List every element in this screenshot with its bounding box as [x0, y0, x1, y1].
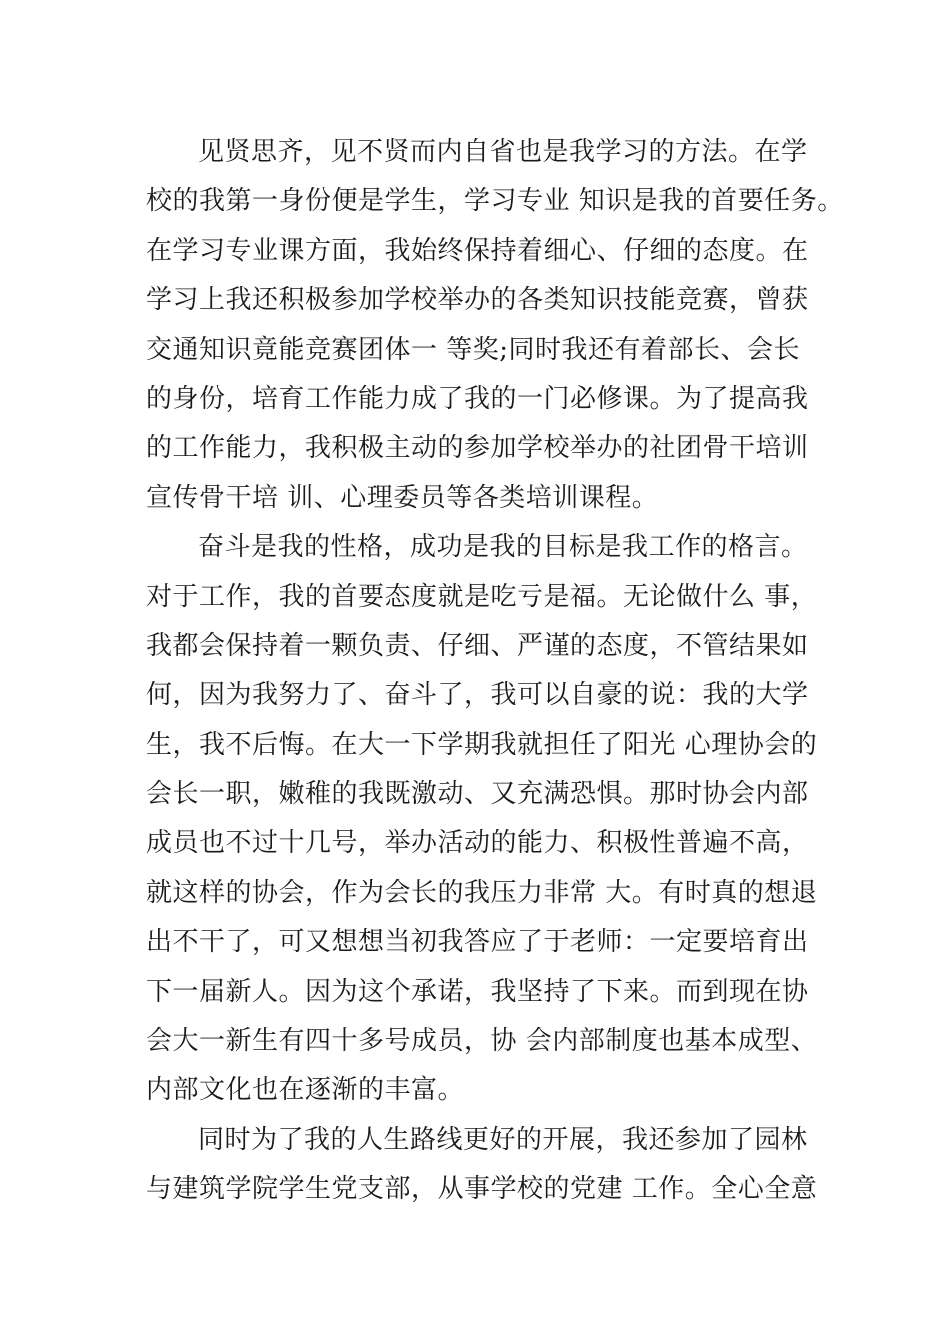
document-body: [146, 128, 844, 1215]
text-line: 会大一新生有四十多号成员，协 会内部制度也基本成型、: [146, 1026, 818, 1057]
text-line: 见贤思齐，见不贤而内自省也是我学习的方法。在学: [198, 137, 808, 167]
text-line: 校的我第一身份便是学生，学习专业 知识是我的首要任务。: [146, 186, 844, 217]
text-line: 内部文化也在逐渐的丰富。: [146, 1075, 465, 1106]
text-line: 成员也不过十几号，举办活动的能力、积极性普遍不高，: [146, 828, 809, 859]
text-line: 的工作能力，我积极主动的参加学校举办的社团骨干培训: [146, 433, 809, 464]
text-line: 宣传骨干培 训、心理委员等各类培训课程。: [146, 482, 659, 513]
text-line: 何，因为我努力了、奋斗了，我可以自豪的说：我的大学: [146, 680, 809, 711]
text-line: 在学习专业课方面，我始终保持着细心、仔细的态度。在: [146, 235, 809, 266]
text-line: 就这样的协会，作为会长的我压力非常 大。有时真的想退: [146, 877, 818, 908]
text-line: 同时为了我的人生路线更好的开展，我还参加了园林: [198, 1124, 808, 1155]
text-line: 生，我不后悔。在大一下学期我就担任了阳光 心理协会的: [146, 729, 818, 760]
text-line: 与建筑学院学生党支部，从事学校的党建 工作。全心全意: [146, 1174, 818, 1205]
text-line: 出不干了，可又想想当初我答应了于老师：一定要培育出: [146, 927, 809, 958]
text-line: 我都会保持着一颗负责、仔细、严谨的态度，不管结果如: [146, 630, 809, 661]
text-line: 对于工作，我的首要态度就是吃亏是福。无论做什么 事，: [146, 581, 818, 612]
text-line: 的身份，培育工作能力成了我的一门必修课。为了提高我: [146, 383, 809, 414]
text-line: 会长一职，嫩稚的我既激动、又充满恐惧。那时协会内部: [146, 779, 809, 810]
text-line: 学习上我还积极参加学校举办的各类知识技能竞赛，曾获: [146, 285, 809, 316]
text-line: 奋斗是我的性格，成功是我的目标是我工作的格言。: [198, 532, 808, 563]
text-line: 交通知识竟能竞赛团体一 等奖;同时我还有着部长、会长: [146, 334, 801, 365]
text-line: 下一届新人。因为这个承诺，我坚持了下来。而到现在协: [146, 976, 809, 1007]
